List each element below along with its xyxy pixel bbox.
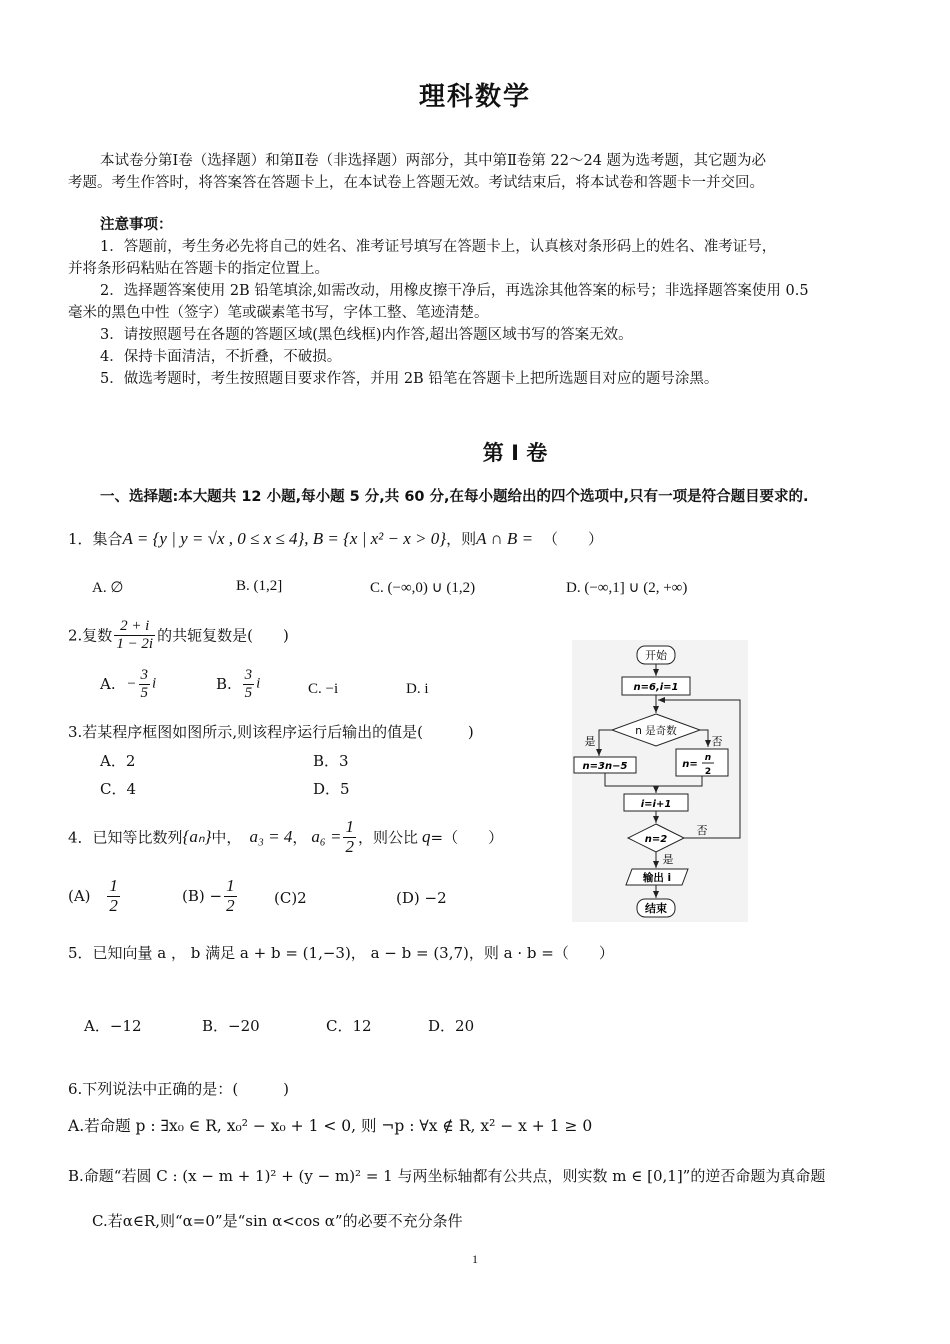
q3-option-d: D．5 [313,780,350,798]
notes-item-2-cont: 毫米的黑色中性（签字）笔或碳素笔书写，字体工整、笔迹清楚。 [68,305,489,321]
q4-option-b: (B) − $\frac{1}{2}$ [182,876,235,915]
notes-item-4: 4．保持卡面清洁，不折叠，不破损。 [100,349,342,365]
svg-text:否: 否 [696,824,708,837]
q3-option-a: A．2 [100,752,136,770]
question-1-stem: 1．集合A = {y | y = √x , 0 ≤ x ≤ 4}, B = {x | x² − x > 0}，则A ∩ B = （ ） [68,529,604,548]
q5-option-c: C．12 [326,1017,372,1035]
q3-option-b: B．3 [313,752,349,770]
page-number: 1 [472,1252,478,1266]
q1-sets: A = {y | y = √x , 0 ≤ x ≤ 4}, B = {x | x² − x > 0} [122,529,447,548]
notes-item-1: 1．答题前，考生务必先将自己的姓名、准考证号填写在答题卡上，认真核对条形码上的姓名、准考证号， [100,239,777,255]
q2-option-a: A. − $\frac{3}{5}$ i [100,667,157,701]
svg-text:开始: 开始 [645,649,667,662]
q5-option-b: B．−20 [202,1017,260,1035]
notes-item-3: 3．请按照题号在各题的答题区域(黑色线框)内作答,超出答题区域书写的答案无效。 [100,327,633,343]
svg-text:是: 是 [584,735,596,748]
page-title: 理科数学 [418,82,531,112]
notes-item-5: 5．做选考题时，考生按照题目要求作答，并用 2B 铅笔在答题卡上把所选题目对应的题号涂黑。 [100,371,719,387]
q1-option-b: B. (1,2] [236,578,283,594]
q1-option-c: C. (−∞,0) ∪ (1,2) [370,580,476,596]
q3-option-c: C．4 [100,780,137,798]
q6-option-a: A.若命题 p : ∃x₀ ∈ R, x₀² − x₀ + 1 < 0, 则 ¬p : ∀x ∉ R, x² − x + 1 ≥ 0 [68,1117,593,1135]
svg-text:是: 是 [662,853,674,866]
question-5-stem: 5．已知向量 a ， b 满足 a + b = (1,−3)， a − b = (3,7)，则 a · b =（ ） [68,944,614,962]
intro-line-1: 本试卷分第Ⅰ卷（选择题）和第Ⅱ卷（非选择题）两部分，其中第Ⅱ卷第 22～24 题为选考题，其它题为必 [100,153,767,169]
svg-text:2: 2 [704,767,712,777]
svg-text:n: n [704,753,712,763]
svg-text:n=: n= [682,759,698,770]
q1-option-a: A. ∅ [92,580,124,596]
q2-fraction: $\frac{2 + i}{1 - 2i}$ [116,618,154,652]
section-title: 第 Ⅰ 卷 [482,441,548,465]
q4-option-a: (A) $\frac{1}{2}$ [68,876,118,915]
question-2-stem: 2.复数 $\frac{2 + i}{1 - 2i}$ 的共轭复数是( ) [68,618,289,652]
q2-option-b: B. $\frac{3}{5}$ i [216,667,261,701]
svg-text:n=6,i=1: n=6,i=1 [633,682,679,693]
notes-heading: 注意事项： [100,217,173,233]
svg-text:n 是奇数: n 是奇数 [635,725,677,737]
svg-text:n=2: n=2 [644,834,668,845]
q1-option-d: D. (−∞,1] ∪ (2, +∞) [566,580,688,596]
q2-option-d: D. i [406,681,429,697]
section-instruction: 一、选择题:本大题共 12 小题,每小题 5 分,共 60 分,在每小题给出的四个选项中,只有一项是符合题目要求的. [100,489,809,505]
q5-option-d: D．20 [428,1017,475,1035]
svg-text:i=i+1: i=i+1 [640,799,672,810]
question-3-stem: 3.若某程序框图如图所示,则该程序运行后输出的值是( ) [68,723,474,741]
svg-text:否: 否 [711,735,723,748]
q6-option-c: C.若α∈R,则“α=0”是“sin α<cos α”的必要不充分条件 [92,1212,463,1230]
svg-text:结束: 结束 [645,902,667,915]
question-6-stem: 6.下列说法中正确的是：( ) [68,1080,290,1098]
q4-option-d: (D) −2 [396,889,447,907]
intro-line-2: 考题。考生作答时，将答案答在答题卡上，在本试卷上答题无效。考试结束后，将本试卷和答题卡一并交回。 [68,175,764,191]
svg-text:n=3n−5: n=3n−5 [582,761,628,772]
question-4-stem: 4．已知等比数列{aₙ}中， a₃ = 4， a₆ = $\frac{1}{2}$ ，则公比 q=（ ） [68,817,504,856]
notes-item-2: 2．选择题答案使用 2B 铅笔填涂,如需改动，用橡皮擦干净后，再选涂其他答案的标号；非选择题答案使用 0.5 [100,283,809,299]
q4-option-c: (C)2 [274,889,307,907]
q2-option-c: C. −i [308,681,339,697]
q5-option-a: A．−12 [84,1017,142,1035]
q6-option-b: B.命题“若圆 C : (x − m + 1)² + (y − m)² = 1 与两坐标轴都有公共点，则实数 m ∈ [0,1]”的逆否命题为真命题 [68,1167,826,1185]
svg-text:输出 i: 输出 i [642,872,672,884]
notes-item-1-cont: 并将条形码粘贴在答题卡的指定位置上。 [68,261,329,277]
program-flowchart [572,640,748,922]
